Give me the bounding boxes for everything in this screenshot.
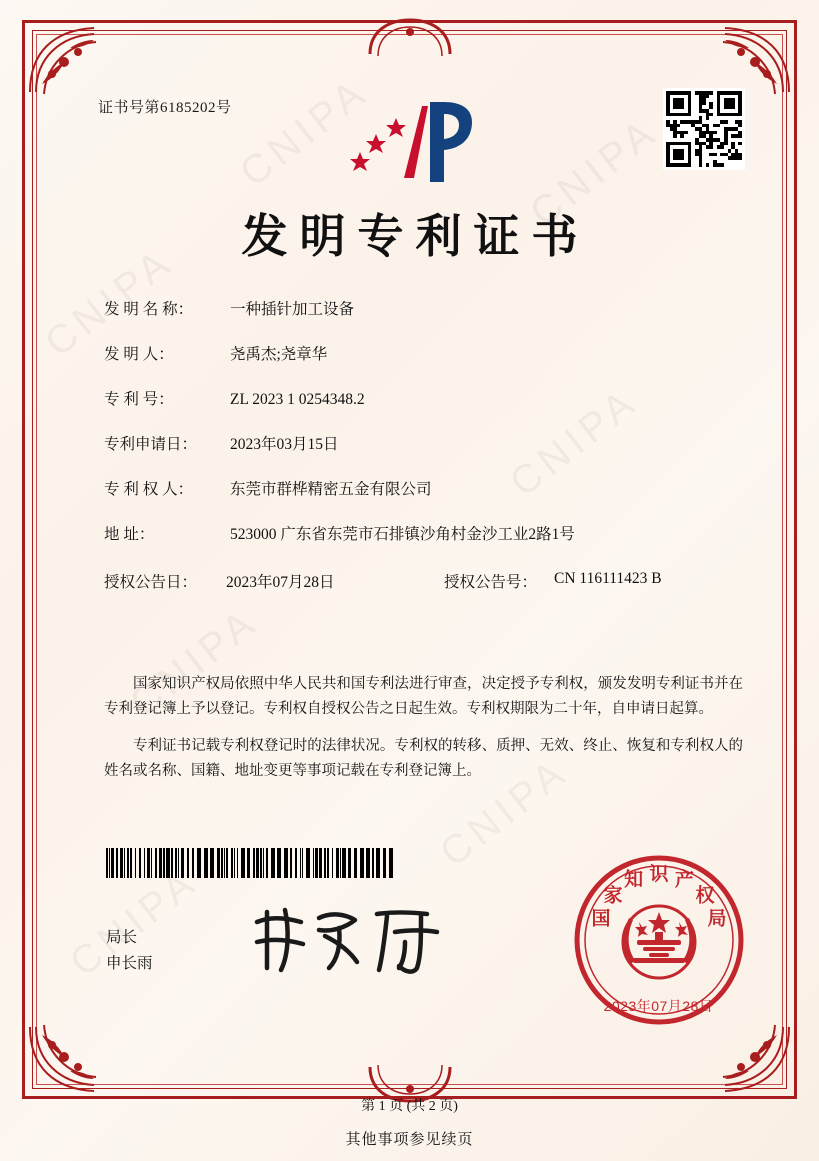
field-row-address: [104, 525, 739, 545]
field-label: 专 利 号：: [104, 391, 174, 408]
grant-date-value: 2023年07月28日: [226, 574, 335, 591]
field-value: ZL 2023 1 0254348.2: [230, 391, 365, 408]
svg-text:知: 知: [624, 869, 644, 891]
field-value: 东莞市群桦精密五金有限公司: [230, 481, 432, 498]
field-label: 专 利 权 人：: [104, 481, 194, 498]
cnipa-logo-icon: [346, 96, 474, 188]
field-label: 发 明 名 称：: [104, 301, 194, 318]
field-value: 一种插针加工设备: [230, 301, 355, 318]
seal-date: 2023年07月28日: [603, 998, 714, 1014]
field-label: 发 明 人：: [104, 346, 174, 363]
legal-paragraph-2: 专利证书记载专利权登记时的法律状况。专利权的转移、质押、无效、终止、恢复和专利权人的姓名或名称、国籍、地址变更等事项记载在专利登记簿上。: [104, 738, 743, 779]
grant-number-label: 授权公告号：: [444, 574, 538, 591]
field-label: 专利申请日：: [104, 436, 198, 453]
svg-text:识: 识: [649, 864, 669, 885]
field-row-grant: [104, 570, 739, 592]
field-value: 2023年03月15日: [230, 436, 339, 453]
svg-text:家: 家: [603, 885, 623, 907]
svg-text:局: 局: [707, 908, 727, 930]
qr-code-icon: [663, 88, 745, 170]
grant-number-value: CN 116111423 B: [554, 570, 662, 587]
svg-text:国: 国: [591, 908, 611, 930]
svg-text:产: 产: [674, 869, 694, 891]
director-label: 局长: [106, 929, 138, 946]
handwritten-signature-icon: [245, 898, 460, 978]
director-block: [106, 925, 153, 977]
svg-text:权: 权: [695, 885, 715, 907]
field-list: [104, 300, 739, 598]
legal-text: [104, 672, 743, 796]
barcode: [106, 848, 396, 878]
field-row-patent-number: [104, 390, 739, 410]
field-row-application-date: [104, 435, 739, 455]
page-number: 第 1 页 (共 2 页): [361, 1099, 458, 1114]
field-label: 地 址：: [104, 526, 155, 543]
field-row-patentee: [104, 480, 739, 500]
footer-note: 其他事项参见续页: [345, 1132, 474, 1148]
legal-paragraph-1: 国家知识产权局依照中华人民共和国专利法进行审查，决定授予专利权，颁发发明专利证书并在专利登记簿上予以登记。专利权自授权公告之日起生效。专利权期限为二十年，自申请日起算。: [104, 676, 743, 717]
director-name: 申长雨: [106, 955, 153, 972]
field-value: 尧禹杰;尧章华: [230, 346, 328, 363]
grant-date-label: 授权公告日：: [104, 574, 198, 591]
field-row-inventors: [104, 345, 739, 365]
certificate-number: 证书号第6185202号: [98, 100, 232, 116]
field-row-invention-title: [104, 300, 739, 320]
page-title: 发明专利证书: [241, 209, 590, 263]
field-value: 523000 广东省东莞市石排镇沙角村金沙工业2路1号: [230, 526, 575, 543]
